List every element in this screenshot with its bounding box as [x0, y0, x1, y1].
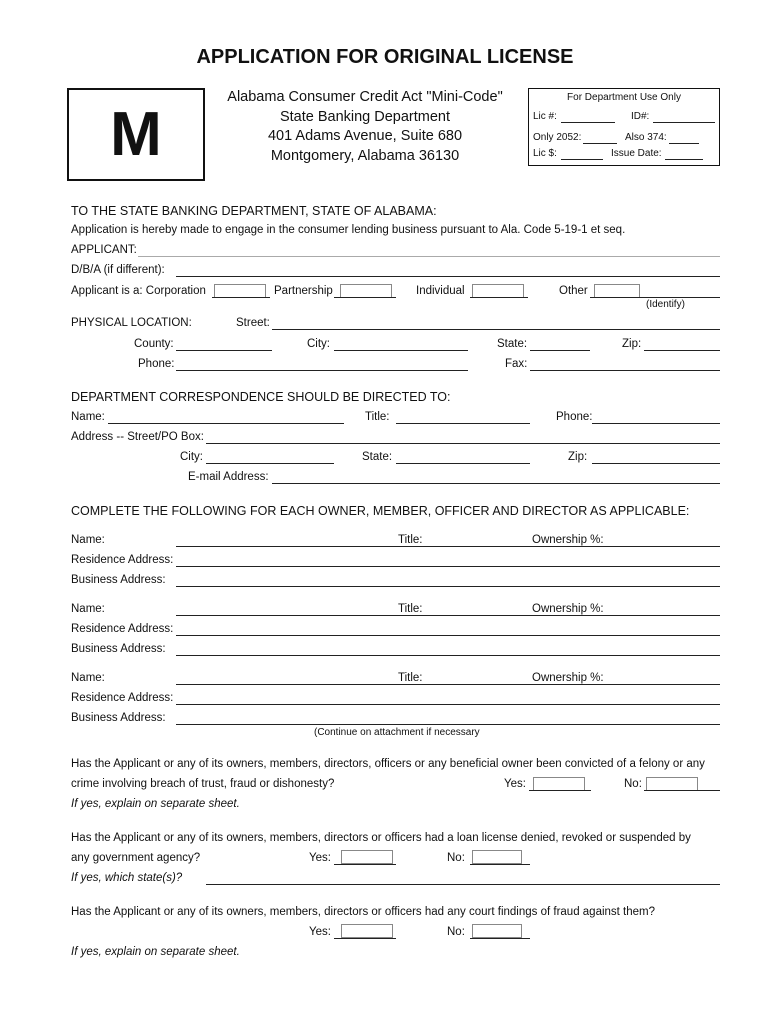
owner-1-name-label: Name: [71, 534, 105, 546]
owner-1-ownership-label: Ownership %: [532, 534, 604, 546]
city-field[interactable] [334, 350, 468, 351]
owner-3-name-field[interactable] [176, 684, 720, 685]
individual-checkbox[interactable] [472, 284, 524, 298]
corr-address-label: Address -- Street/PO Box: [71, 431, 204, 443]
corr-phone-field[interactable] [592, 423, 720, 424]
other-label: Other [559, 285, 588, 297]
partnership-underline [334, 297, 396, 298]
owner-3-title-label: Title: [398, 672, 423, 684]
question-3-no-underline [470, 938, 530, 939]
corr-zip-field[interactable] [592, 463, 720, 464]
id-number-label: ID#: [631, 111, 650, 122]
owner-3-ownership-label: Ownership %: [532, 672, 604, 684]
department-use-heading: For Department Use Only [567, 92, 681, 103]
lic-amount-field[interactable] [561, 159, 603, 160]
correspondence-heading: DEPARTMENT CORRESPONDENCE SHOULD BE DIRECTED TO: [71, 390, 451, 404]
phone-label: Phone: [138, 358, 175, 370]
question-1-line-1: Has the Applicant or any of its owners, members, directors, officers or any beneficial owner been convicted of a felony or any [71, 758, 705, 770]
agency-department: State Banking Department [279, 108, 451, 125]
identify-note: (Identify) [646, 299, 685, 310]
physical-location-label: PHYSICAL LOCATION: [71, 317, 192, 329]
other-identify-field[interactable] [590, 297, 720, 298]
owner-2-title-label: Title: [398, 603, 423, 615]
street-label: Street: [236, 317, 270, 329]
lic-number-label: Lic #: [533, 111, 557, 122]
owner-1-residence-field[interactable] [176, 566, 720, 567]
zip-label: Zip: [622, 338, 642, 350]
owner-1-business-field[interactable] [176, 586, 720, 587]
applicant-field[interactable] [138, 256, 720, 257]
question-1-yes-label: Yes: [504, 778, 526, 790]
owner-1-business-label: Business Address: [71, 574, 166, 586]
id-number-field[interactable] [653, 122, 715, 123]
street-field[interactable] [272, 329, 720, 330]
question-3-no-checkbox[interactable] [472, 924, 522, 938]
county-label: County: [134, 338, 174, 350]
corr-title-label: Title: [365, 411, 390, 423]
dba-field[interactable] [176, 276, 720, 277]
individual-underline [470, 297, 528, 298]
owner-1-name-field[interactable] [176, 546, 720, 547]
question-1-no-underline [644, 790, 720, 791]
question-3-note: If yes, explain on separate sheet. [71, 946, 240, 958]
form-mark-box [67, 88, 205, 181]
question-1-yes-underline [529, 790, 591, 791]
agency-block [215, 88, 515, 166]
also-374-label: Also 374: [625, 132, 667, 143]
question-1-note: If yes, explain on separate sheet. [71, 798, 240, 810]
question-3-yes-checkbox[interactable] [341, 924, 393, 938]
owner-2-ownership-label: Ownership %: [532, 603, 604, 615]
question-2-yes-checkbox[interactable] [341, 850, 393, 864]
other-checkbox[interactable] [594, 284, 640, 298]
city-label: City: [307, 338, 330, 350]
question-1-no-label: No: [624, 778, 642, 790]
question-2-no-label: No: [447, 852, 465, 864]
corr-state-label: State: [362, 451, 393, 463]
corr-state-field[interactable] [396, 463, 530, 464]
corporation-checkbox[interactable] [214, 284, 266, 298]
zip-field[interactable] [644, 350, 720, 351]
fax-field[interactable] [530, 370, 720, 371]
owner-3-business-label: Business Address: [71, 712, 166, 724]
individual-label: Individual [416, 285, 465, 297]
corr-city-field[interactable] [206, 463, 334, 464]
question-2-no-checkbox[interactable] [472, 850, 522, 864]
fax-label: Fax: [505, 358, 528, 370]
corr-title-field[interactable] [396, 423, 530, 424]
owner-2-business-label: Business Address: [71, 643, 166, 655]
form-mark-letter: M [110, 100, 162, 169]
question-1-yes-checkbox[interactable] [533, 777, 585, 791]
corporation-underline [212, 297, 270, 298]
state-field[interactable] [530, 350, 590, 351]
corr-email-label: E-mail Address: [188, 471, 269, 483]
owner-3-name-label: Name: [71, 672, 105, 684]
question-2-yes-label: Yes: [309, 852, 331, 864]
continue-note: (Continue on attachment if necessary [314, 727, 480, 738]
corr-name-field[interactable] [108, 423, 344, 424]
owner-2-residence-field[interactable] [176, 635, 720, 636]
corr-phone-label: Phone: [556, 411, 593, 423]
county-field[interactable] [176, 350, 272, 351]
question-2-line-1: Has the Applicant or any of its owners, members, directors or officers had a loan license denied, revoked or suspended by [71, 832, 691, 844]
corr-address-field[interactable] [206, 443, 720, 444]
owner-3-residence-field[interactable] [176, 704, 720, 705]
also-374-field[interactable] [669, 143, 699, 144]
question-3-no-label: No: [447, 926, 465, 938]
only-2052-label: Only 2052: [533, 132, 582, 143]
owners-heading: COMPLETE THE FOLLOWING FOR EACH OWNER, MEMBER, OFFICER AND DIRECTOR AS APPLICABLE: [71, 504, 690, 518]
question-3-line-1: Has the Applicant or any of its owners, members, directors or officers had any court findings of fraud against them? [71, 906, 656, 918]
dba-label: D/B/A (if different): [71, 264, 165, 276]
partnership-checkbox[interactable] [340, 284, 392, 298]
owner-3-residence-label: Residence Address: [71, 692, 174, 704]
applicant-type-label: Applicant is a: Corporation [71, 285, 206, 297]
issue-date-label: Issue Date: [611, 148, 662, 159]
lic-number-field[interactable] [561, 122, 615, 123]
owner-2-residence-label: Residence Address: [71, 623, 174, 635]
phone-field[interactable] [176, 370, 468, 371]
owner-2-name-field[interactable] [176, 615, 720, 616]
lic-amount-label: Lic $: [533, 148, 557, 159]
question-3-yes-label: Yes: [309, 926, 331, 938]
only-2052-field[interactable] [583, 143, 617, 144]
owner-1-residence-label: Residence Address: [71, 554, 174, 566]
question-2-line-2: any government agency? [71, 852, 201, 864]
question-3-yes-underline [334, 938, 396, 939]
page-title: APPLICATION FOR ORIGINAL LICENSE [196, 46, 574, 68]
corr-name-label: Name: [71, 411, 105, 423]
corr-email-field[interactable] [272, 483, 720, 484]
question-2-note: If yes, which state(s)? [71, 872, 183, 884]
department-use-box [528, 88, 720, 166]
owner-2-business-field[interactable] [176, 655, 720, 656]
owner-3-business-field[interactable] [176, 724, 720, 725]
issue-date-field[interactable] [665, 159, 703, 160]
partnership-label: Partnership [274, 285, 333, 297]
question-2-states-field[interactable] [206, 884, 720, 885]
agency-street: 401 Adams Avenue, Suite 680 [267, 128, 463, 144]
question-1-line-2: crime involving breach of trust, fraud or dishonesty? [71, 778, 335, 790]
corr-zip-label: Zip: [568, 451, 588, 463]
agency-act: Alabama Consumer Credit Act "Mini-Code" [227, 89, 503, 105]
application-statement: Application is hereby made to engage in the consumer lending business pursuant to Ala. Code 5-19-1 et seq. [71, 224, 626, 236]
owner-1-title-label: Title: [398, 534, 423, 546]
addressee-heading: TO THE STATE BANKING DEPARTMENT, STATE OF ALABAMA: [71, 204, 437, 218]
state-label: State: [497, 338, 528, 350]
applicant-label: APPLICANT: [71, 244, 137, 256]
question-1-no-checkbox[interactable] [646, 777, 698, 791]
owner-2-name-label: Name: [71, 603, 105, 615]
corr-city-label: City: [180, 451, 203, 463]
question-2-no-underline [470, 864, 530, 865]
question-2-yes-underline [334, 864, 396, 865]
agency-city: Montgomery, Alabama 36130 [270, 147, 460, 164]
